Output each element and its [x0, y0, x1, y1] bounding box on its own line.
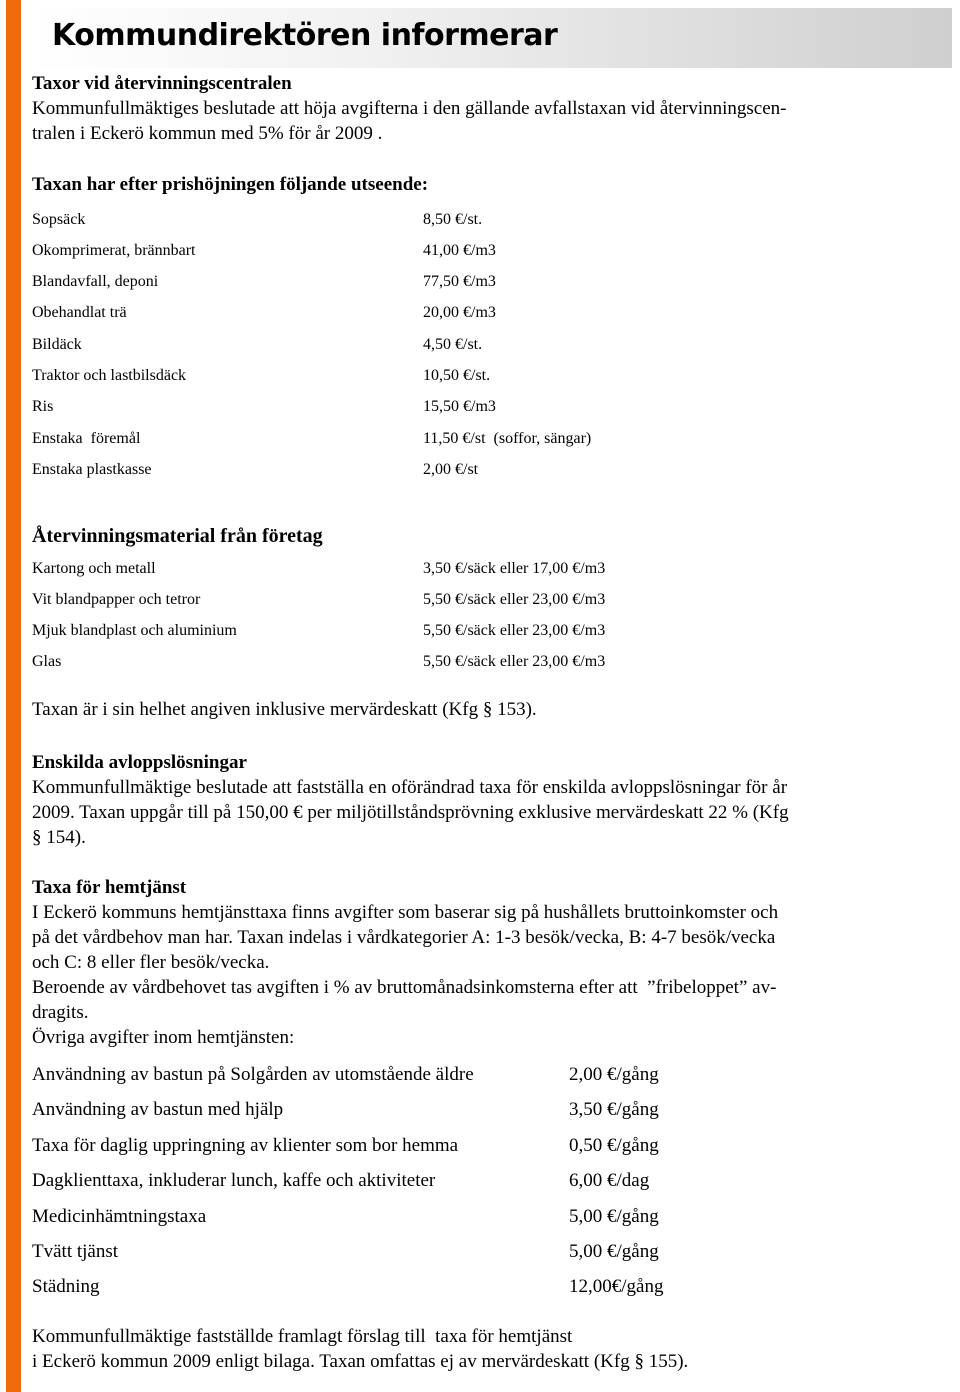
recycling-item-price: 20,00 €/m3 [423, 304, 496, 321]
sewage-line-2: 2009. Taxan uppgår till på 150,00 € per miljötillståndsprövning exklusive mervärdeskatt 22 % (Kfg [32, 802, 789, 823]
company-item-label: Vit blandpapper och tetror [32, 591, 201, 608]
company-item-price: 5,50 €/säck eller 23,00 €/m3 [423, 591, 606, 608]
recycling-item-price: 2,00 €/st [423, 461, 479, 478]
recycling-item-price: 77,50 €/m3 [423, 273, 496, 290]
recycling-item-label: Ris [32, 398, 54, 415]
homecare-line-1: I Eckerö kommuns hemtjänsttaxa finns avgifter som baserar sig på hushållets bruttoinkomster och [32, 902, 779, 923]
homecare-fee-price: 6,00 €/dag [569, 1170, 650, 1191]
homecare-line-5: dragits. [32, 1002, 89, 1023]
recycling-heading: Taxor vid återvinningscentralen [32, 73, 292, 94]
recycling-item-price: 41,00 €/m3 [423, 242, 496, 259]
recycling-item-price: 10,50 €/st. [423, 367, 491, 384]
homecare-fee-label: Taxa för daglig uppringning av klienter som bor hemma [32, 1135, 459, 1156]
company-item-label: Glas [32, 653, 62, 670]
company-item-label: Kartong och metall [32, 560, 156, 577]
homecare-fee-label: Användning av bastun med hjälp [32, 1099, 284, 1120]
recycling-intro-line-2: tralen i Eckerö kommun med 5% för år 2009 . [32, 123, 383, 144]
recycling-item-price: 8,50 €/st. [423, 211, 483, 228]
company-item-label: Mjuk blandplast och aluminium [32, 622, 237, 639]
recycling-table-heading: Taxan har efter prishöjningen följande utseende: [32, 174, 429, 195]
company-item-price: 3,50 €/säck eller 17,00 €/m3 [423, 560, 606, 577]
recycling-item-label: Obehandlat trä [32, 304, 127, 321]
homecare-closing-line-2: i Eckerö kommun 2009 enligt bilaga. Taxan omfattas ej av mervärdeskatt (Kfg § 155). [32, 1351, 689, 1372]
sewage-heading: Enskilda avloppslösningar [32, 752, 247, 773]
homecare-heading: Taxa för hemtjänst [32, 877, 187, 898]
recycling-item-label: Enstaka föremål [32, 430, 141, 447]
homecare-fee-label: Städning [32, 1276, 100, 1297]
homecare-fee-label: Tvätt tjänst [32, 1241, 119, 1262]
homecare-line-6: Övriga avgifter inom hemtjänsten: [32, 1027, 295, 1048]
recycling-item-label: Traktor och lastbilsdäck [32, 367, 187, 384]
homecare-fee-price: 5,00 €/gång [569, 1206, 659, 1227]
homecare-line-2: på det vårdbehov man har. Taxan indelas i vårdkategorier A: 1-3 besök/vecka, B: 4-7 besök/vecka [32, 927, 776, 948]
homecare-fee-price: 5,00 €/gång [569, 1241, 659, 1262]
recycling-item-label: Bildäck [32, 336, 82, 353]
recycling-item-price: 4,50 €/st. [423, 336, 483, 353]
recycling-intro-line-1: Kommunfullmäktiges beslutade att höja avgifterna i den gällande avfallstaxan vid återvinningscen- [32, 98, 787, 119]
recycling-item-price: 11,50 €/st (soffor, sängar) [423, 430, 592, 447]
recycling-item-label: Enstaka plastkasse [32, 461, 152, 478]
company-item-price: 5,50 €/säck eller 23,00 €/m3 [423, 653, 606, 670]
homecare-fee-price: 3,50 €/gång [569, 1099, 659, 1120]
homecare-fee-price: 12,00€/gång [569, 1276, 664, 1297]
recycling-item-label: Sopsäck [32, 211, 86, 228]
homecare-line-4: Beroende av vårdbehovet tas avgiften i % av bruttomånadsinkomsterna efter att ”fribeloppet” av- [32, 977, 777, 998]
vat-note: Taxan är i sin helhet angiven inklusive mervärdeskatt (Kfg § 153). [32, 699, 537, 720]
homecare-fee-price: 0,50 €/gång [569, 1135, 659, 1156]
sewage-line-1: Kommunfullmäktige beslutade att fastställa en oförändrad taxa för enskilda avloppslösningar för år [32, 777, 788, 798]
homecare-fee-label: Medicinhämtningstaxa [32, 1206, 207, 1227]
recycling-item-label: Blandavfall, deponi [32, 273, 159, 290]
company-heading: Återvinningsmaterial från företag [32, 525, 323, 547]
recycling-item-price: 15,50 €/m3 [423, 398, 496, 415]
page-title: Kommundirektören informerar [52, 18, 558, 53]
homecare-fee-label: Användning av bastun på Solgården av utomstående äldre [32, 1064, 474, 1085]
company-item-price: 5,50 €/säck eller 23,00 €/m3 [423, 622, 606, 639]
recycling-item-label: Okomprimerat, brännbart [32, 242, 196, 259]
homecare-closing-line-1: Kommunfullmäktige fastställde framlagt förslag till taxa för hemtjänst [32, 1326, 573, 1347]
homecare-line-3: och C: 8 eller fler besök/vecka. [32, 952, 270, 973]
homecare-fee-price: 2,00 €/gång [569, 1064, 659, 1085]
homecare-fee-label: Dagklienttaxa, inkluderar lunch, kaffe och aktiviteter [32, 1170, 436, 1191]
orange-side-bar [6, 0, 21, 1392]
sewage-line-3: § 154). [32, 827, 86, 848]
